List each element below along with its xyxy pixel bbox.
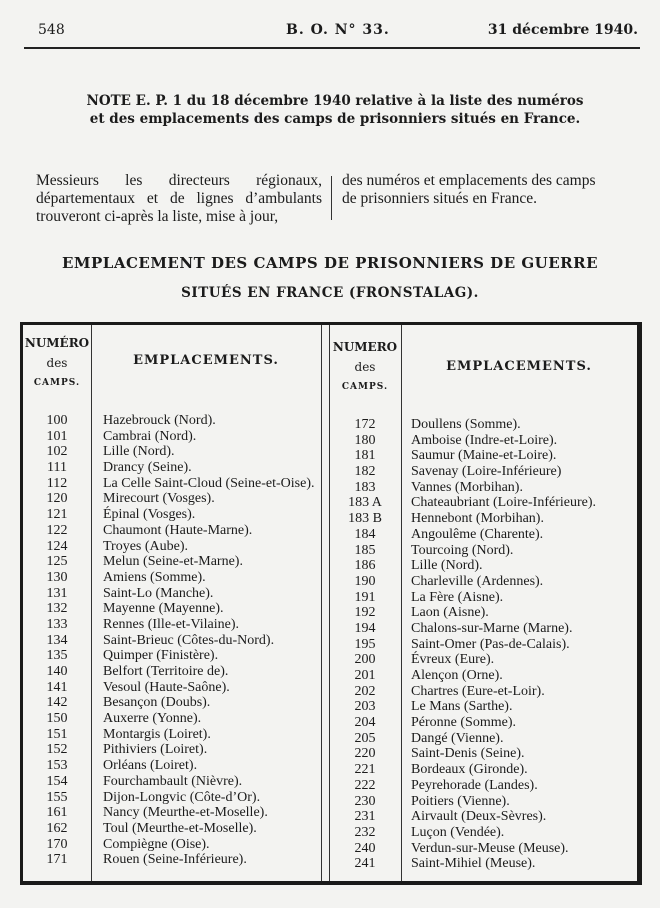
camp-number: 204 <box>354 715 376 731</box>
camp-number: 181 <box>354 448 376 464</box>
camp-location: Chaumont (Haute-Marne). <box>103 522 253 538</box>
camp-location: Belfort (Territoire de). <box>103 664 229 679</box>
camp-location: Verdun-sur-Meuse (Meuse). <box>411 840 569 856</box>
camp-number: 183 <box>354 479 376 495</box>
page-header <box>24 22 638 44</box>
left-place-column <box>103 413 319 868</box>
camp-location: Le Mans (Sarthe). <box>411 699 513 715</box>
camp-number: 101 <box>46 428 68 444</box>
camp-number: 231 <box>354 809 376 825</box>
camp-location: Amiens (Somme). <box>103 569 206 585</box>
camp-location: Bordeaux (Gironde). <box>411 762 528 778</box>
camp-number: 220 <box>354 746 376 762</box>
camp-number: 141 <box>46 679 68 695</box>
camp-number: 240 <box>354 840 376 856</box>
header-camps-word: CAMPS. <box>33 378 81 388</box>
camp-location: Fourchambault (Nièvre). <box>103 773 243 789</box>
camp-number: 111 <box>47 460 67 476</box>
camp-location: Lille (Nord). <box>103 444 175 460</box>
camp-location: Melun (Seine-et-Marne). <box>103 554 243 570</box>
camp-number: 112 <box>46 475 68 491</box>
camp-location: Vannes (Morbihan). <box>411 479 523 495</box>
camp-number: 124 <box>46 538 68 554</box>
camp-number: 201 <box>354 668 376 683</box>
camp-location: Péronne (Somme). <box>411 715 516 731</box>
camp-number: 153 <box>46 758 68 774</box>
camp-number: 121 <box>46 507 68 523</box>
camp-number: 172 <box>354 417 376 432</box>
camp-number: 230 <box>354 793 376 809</box>
camp-location: Poitiers (Vienne). <box>411 793 510 809</box>
table-divider <box>91 325 92 881</box>
camp-location: Dijon-Longvic (Côte-d’Or). <box>103 789 261 805</box>
camp-location: Saint-Mihiel (Meuse). <box>411 856 536 872</box>
camp-location: Saint-Denis (Seine). <box>411 746 525 762</box>
camp-location: Saint-Brieuc (Côtes-du-Nord). <box>103 632 275 648</box>
camp-location: Charleville (Ardennes). <box>411 573 544 589</box>
camp-number: 183 A <box>348 495 382 511</box>
camp-location: Hennebont (Morbihan). <box>411 511 544 527</box>
camp-number: 134 <box>46 632 68 648</box>
camp-number: 205 <box>354 730 376 746</box>
camp-location: Évreux (Eure). <box>411 652 495 668</box>
camp-location: Cambrai (Nord). <box>103 428 197 444</box>
camp-number: 241 <box>354 856 376 872</box>
camp-number: 185 <box>354 542 376 558</box>
camp-number: 122 <box>46 522 68 538</box>
camp-number: 170 <box>46 836 68 852</box>
table-title: EMPLACEMENT DES CAMPS DE PRISONNIERS DE GUERRE <box>61 254 599 272</box>
camp-number: 202 <box>354 683 376 699</box>
camp-location: Alençon (Orne). <box>411 668 503 683</box>
camp-location: Savenay (Loire-Inférieure) <box>411 464 562 480</box>
camp-number: 203 <box>354 699 376 715</box>
camp-number: 150 <box>46 711 68 727</box>
header-numero-left <box>23 333 91 393</box>
camp-location: Tourcoing (Nord). <box>411 542 514 558</box>
camp-number: 162 <box>46 820 68 836</box>
camp-location: Angoulême (Charente). <box>411 526 544 542</box>
camp-number: 200 <box>354 652 376 668</box>
camp-location: La Celle Saint-Cloud (Seine-et-Oise). <box>103 475 315 491</box>
camp-number: 152 <box>46 742 68 758</box>
page-number: 548 <box>38 22 65 38</box>
camp-location: Mayenne (Mayenne). <box>103 601 224 617</box>
table-subtitle: SITUÉS EN FRANCE (FRONSTALAG). <box>181 285 479 301</box>
right-place-column <box>411 417 633 872</box>
camp-location: Luçon (Vendée). <box>411 824 505 840</box>
header-des-word: des <box>354 360 376 374</box>
issue-date: 31 décembre 1940. <box>487 22 638 38</box>
camp-location: Chalons-sur-Marne (Marne). <box>411 620 573 636</box>
camp-number: 161 <box>46 805 68 821</box>
table-divider <box>401 325 402 881</box>
header-emplacements-right: EMPLACEMENTS. <box>446 359 592 374</box>
camp-number: 131 <box>46 585 68 601</box>
camp-location: Saint-Omer (Pas-de-Calais). <box>411 636 570 652</box>
camp-number: 130 <box>46 569 68 585</box>
camp-number: 191 <box>354 589 376 605</box>
camp-number: 186 <box>354 558 376 574</box>
camp-number: 151 <box>46 726 68 742</box>
camp-number: 194 <box>354 620 376 636</box>
camp-number: 133 <box>46 616 68 632</box>
camp-location: Doullens (Somme). <box>411 417 521 432</box>
camp-number: 171 <box>46 852 68 868</box>
camp-number: 190 <box>354 573 376 589</box>
camp-location: Laon (Aisne). <box>411 605 489 621</box>
camp-location: Airvault (Deux-Sèvres). <box>411 809 547 825</box>
note-heading <box>60 92 610 128</box>
intro-text-left: Messieurs les directeurs régionaux, départementaux et de lignes d’ambulants trouveront ci-après la liste, mise à jour, <box>36 172 322 225</box>
camp-location: Saumur (Maine-et-Loire). <box>411 448 557 464</box>
table-divider <box>321 325 322 881</box>
camp-location: Saint-Lo (Manche). <box>103 585 214 601</box>
camp-location: Drancy (Seine). <box>103 460 192 476</box>
header-numero-word: NUMERO <box>332 340 398 354</box>
camp-location: Auxerre (Yonne). <box>103 711 202 727</box>
camp-location: Dangé (Vienne). <box>411 730 504 746</box>
camp-number: 183 B <box>348 511 382 527</box>
camps-table <box>20 322 642 885</box>
camp-location: Lille (Nord). <box>411 558 483 574</box>
column-divider <box>331 176 332 220</box>
header-rule <box>24 47 640 49</box>
camp-location: Troyes (Aube). <box>103 538 189 554</box>
camp-location: Mirecourt (Vosges). <box>103 491 215 507</box>
camp-location: Rouen (Seine-Inférieure). <box>103 852 247 868</box>
left-number-column <box>23 413 91 868</box>
camp-number: 140 <box>46 664 68 679</box>
camp-number: 125 <box>46 554 68 570</box>
camp-location: Vesoul (Haute-Saône). <box>103 679 230 695</box>
camp-location: Chartres (Eure-et-Loir). <box>411 683 545 699</box>
camp-location: Peyrehorade (Landes). <box>411 777 538 793</box>
camp-number: 195 <box>354 636 376 652</box>
header-emplacements-left: EMPLACEMENTS. <box>133 353 279 368</box>
camp-location: Chateaubriant (Loire-Inférieure). <box>411 495 597 511</box>
camp-number: 100 <box>46 413 68 428</box>
camp-location: Toul (Meurthe-et-Moselle). <box>103 820 257 836</box>
header-des-word: des <box>46 356 68 370</box>
camp-number: 142 <box>46 695 68 711</box>
note-line-2: et des emplacements des camps de prisonniers situés en France. <box>89 111 581 127</box>
header-numero-right <box>329 337 401 397</box>
camp-number: 120 <box>46 491 68 507</box>
camp-number: 155 <box>46 789 68 805</box>
camp-location: Montargis (Loiret). <box>103 726 211 742</box>
camp-number: 132 <box>46 601 68 617</box>
camp-number: 222 <box>354 777 376 793</box>
camp-number: 102 <box>46 444 68 460</box>
camp-number: 135 <box>46 648 68 664</box>
camp-location: Épinal (Vosges). <box>103 507 196 523</box>
bulletin-number: B. O. N° 33. <box>286 22 390 38</box>
right-number-column <box>329 417 401 872</box>
camp-location: Nancy (Meurthe-et-Moselle). <box>103 805 268 821</box>
camp-location: Besançon (Doubs). <box>103 695 211 711</box>
camp-location: Amboise (Indre-et-Loire). <box>411 432 558 448</box>
header-camps-word: CAMPS. <box>341 382 389 392</box>
camp-location: Pithiviers (Loiret). <box>103 742 208 758</box>
camp-number: 182 <box>354 464 376 480</box>
header-numero-word: NUMÉRO <box>24 336 90 350</box>
camp-location: Compiègne (Oise). <box>103 836 210 852</box>
camp-location: Orléans (Loiret). <box>103 758 198 774</box>
camp-number: 154 <box>46 773 68 789</box>
camp-location: Quimper (Finistère). <box>103 648 219 664</box>
camp-location: Hazebrouck (Nord). <box>103 413 216 428</box>
camp-number: 232 <box>354 824 376 840</box>
camp-number: 221 <box>354 762 376 778</box>
note-line-1: NOTE E. P. 1 du 18 décembre 1940 relative à la liste des numéros <box>86 93 584 109</box>
camp-number: 192 <box>354 605 376 621</box>
intro-text-right: des numéros et emplacements des camps de prisonniers situés en France. <box>342 172 596 207</box>
camp-number: 184 <box>354 526 376 542</box>
camp-number: 180 <box>354 432 376 448</box>
camp-location: La Fère (Aisne). <box>411 589 504 605</box>
camp-location: Rennes (Ille-et-Vilaine). <box>103 616 239 632</box>
